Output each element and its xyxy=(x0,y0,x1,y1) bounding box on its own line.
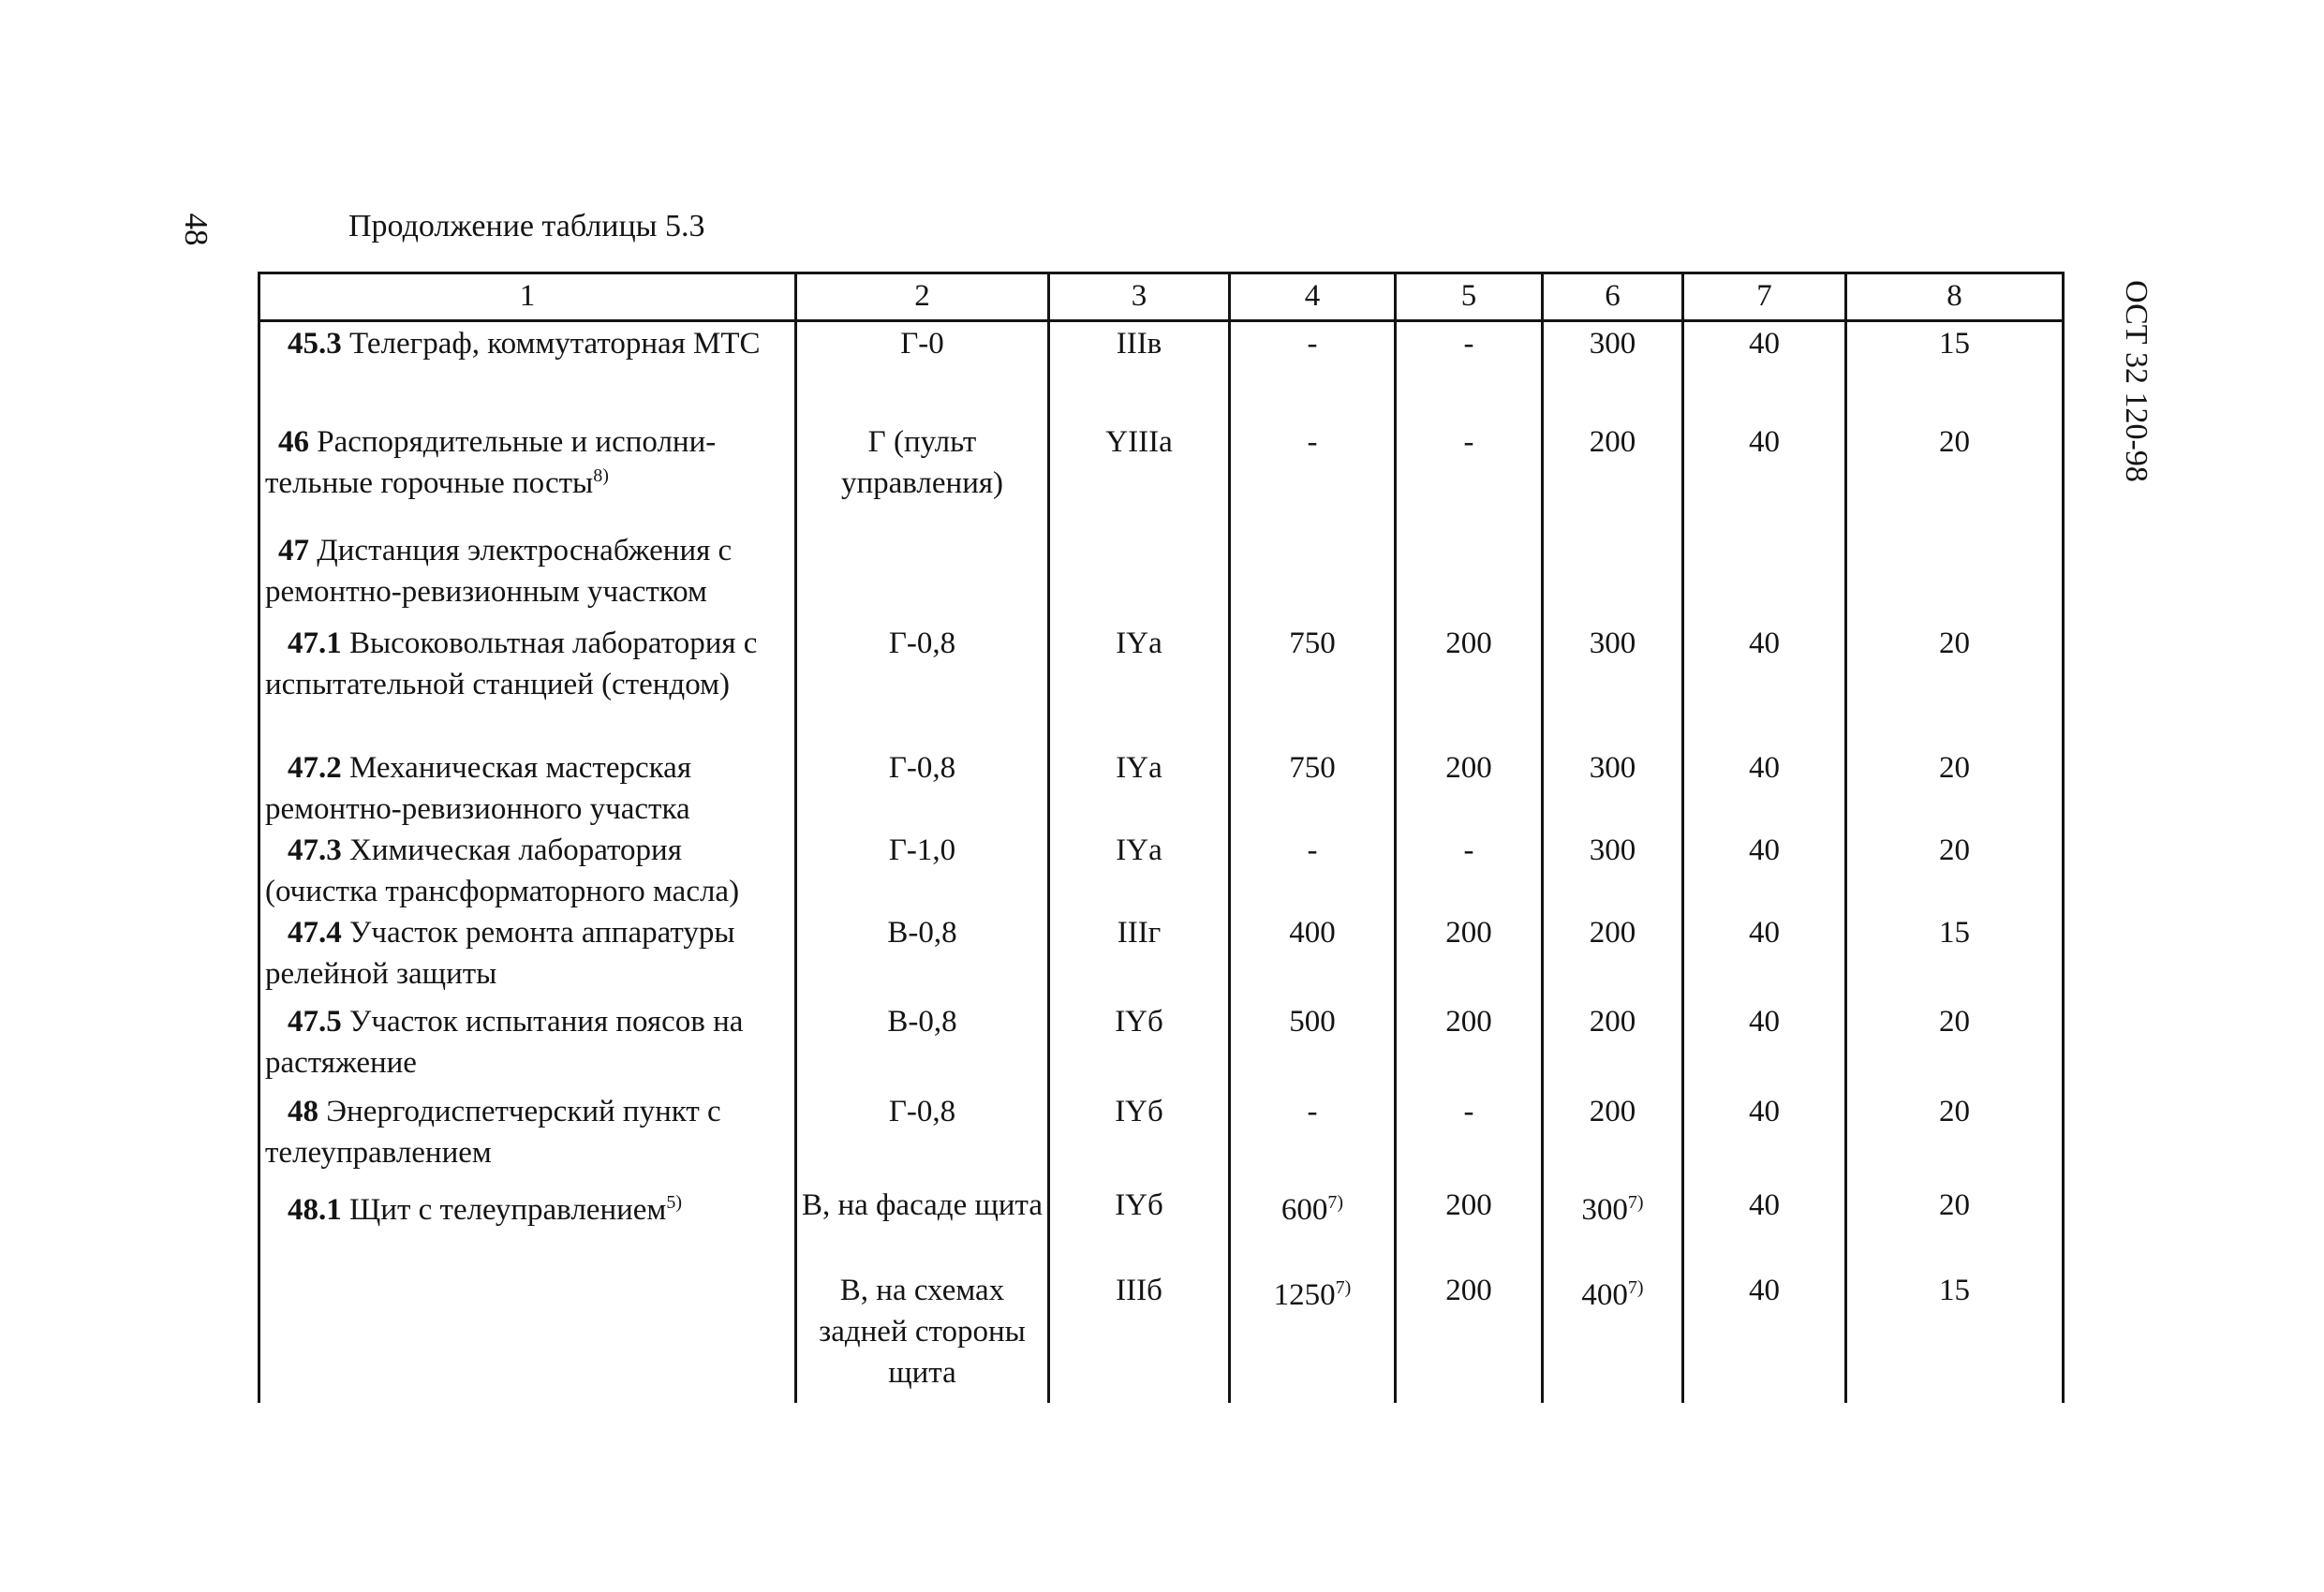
row-label xyxy=(265,1189,790,1231)
cell-col-2: Г-0,8 xyxy=(888,1095,956,1128)
row-number: 45.3 xyxy=(288,327,342,361)
row-number: 47.4 xyxy=(288,916,342,950)
cell-col-2: Г-0,8 xyxy=(888,751,956,785)
cell-col-2: Г-1,0 xyxy=(888,833,956,867)
cell-col-2-line1: В, на схемах xyxy=(839,1274,1005,1307)
cell-col-3: IIIг xyxy=(1117,916,1162,950)
cell-col-8: 20 xyxy=(1939,626,1970,660)
column-line-8 xyxy=(2062,272,2065,1403)
row-text: Дистанция электроснабжения с xyxy=(317,534,733,568)
row-text-continued: релейной защиты xyxy=(265,957,497,991)
cell-col-4 xyxy=(1231,1275,1394,1316)
row-text-continued: (очистка трансформаторного масла) xyxy=(265,875,740,908)
cell-col-4: - xyxy=(1307,327,1318,361)
cell-col-6: 300 xyxy=(1589,327,1636,361)
cell-col-5: - xyxy=(1463,327,1474,361)
cell-col-7: 40 xyxy=(1749,751,1780,785)
cell-col-8: 20 xyxy=(1939,1095,1970,1128)
page-number: 48 xyxy=(178,213,215,246)
cell-col-3: YIIIа xyxy=(1105,425,1173,459)
cell-col-6: 200 xyxy=(1589,916,1636,950)
header-col-6: 6 xyxy=(1605,279,1621,313)
footnote-marker: 7) xyxy=(1335,1277,1352,1298)
cell-col-5: 200 xyxy=(1445,1274,1492,1307)
row-text: Химическая лаборатория xyxy=(349,833,682,867)
cell-col-8: 20 xyxy=(1939,1188,1970,1222)
cell-col-5: - xyxy=(1463,425,1474,459)
header-col-3: 3 xyxy=(1131,279,1147,313)
row-number: 48.1 xyxy=(288,1193,342,1227)
cell-col-3: IYб xyxy=(1115,1005,1163,1039)
cell-col-6: 200 xyxy=(1589,1095,1636,1128)
cell-col-5: 200 xyxy=(1445,1005,1492,1039)
row-text: Механическая мастерская xyxy=(349,751,691,785)
cell-col-4: - xyxy=(1307,425,1318,459)
cell-col-2: В-0,8 xyxy=(887,916,957,950)
cell-col-3: IYа xyxy=(1116,833,1162,867)
row-number: 47 xyxy=(278,534,309,568)
header-col-5: 5 xyxy=(1460,279,1477,313)
row-number: 46 xyxy=(278,425,309,459)
cell-col-3: IIIв xyxy=(1116,327,1162,361)
cell-col-8: 15 xyxy=(1939,916,1970,950)
table-top-border xyxy=(258,272,2065,274)
cell-col-2-line1: Г (пульт xyxy=(867,425,977,459)
cell-col-4: 400 xyxy=(1289,916,1336,950)
cell-col-2-line2: управления) xyxy=(840,466,1004,500)
cell-col-8: 20 xyxy=(1939,751,1970,785)
cell-col-7: 40 xyxy=(1749,425,1780,459)
cell-col-8: 15 xyxy=(1939,327,1970,361)
cell-value: 400 xyxy=(1581,1278,1628,1312)
cell-col-4: - xyxy=(1307,833,1318,867)
row-label xyxy=(265,623,790,705)
cell-col-6: 300 xyxy=(1589,626,1636,660)
header-col-2: 2 xyxy=(914,279,930,313)
row-text: Участок ремонта аппаратуры xyxy=(349,916,735,950)
cell-col-4: 500 xyxy=(1289,1005,1336,1039)
cell-col-5: 200 xyxy=(1445,626,1492,660)
row-text-continued: тельные горочные посты xyxy=(265,466,594,500)
row-label xyxy=(265,830,790,912)
row-label xyxy=(265,747,790,830)
header-col-8: 8 xyxy=(1947,279,1962,313)
cell-value: 1250 xyxy=(1273,1278,1336,1312)
cell-col-3: IYа xyxy=(1116,626,1162,660)
cell-col-2-line3: щита xyxy=(888,1356,956,1390)
cell-value: 300 xyxy=(1581,1193,1628,1227)
cell-col-2: В-0,8 xyxy=(887,1005,957,1039)
cell-col-5: - xyxy=(1463,1095,1474,1128)
document-code: ОСТ 32 120-98 xyxy=(2119,280,2154,482)
row-label xyxy=(265,1001,790,1083)
cell-col-7: 40 xyxy=(1749,916,1780,950)
cell-col-2 xyxy=(797,1270,1047,1393)
cell-col-8: 20 xyxy=(1939,425,1970,459)
row-text: Высоковольтная лаборатория с xyxy=(349,626,758,660)
row-text-continued: испытательной станцией (стендом) xyxy=(265,668,730,701)
footnote-marker: 8) xyxy=(593,465,609,486)
row-number: 47.2 xyxy=(288,751,342,785)
cell-col-8: 20 xyxy=(1939,833,1970,867)
cell-col-7: 40 xyxy=(1749,327,1780,361)
row-label xyxy=(265,1091,790,1173)
cell-col-2: Г-0,8 xyxy=(888,626,956,660)
row-number: 47.3 xyxy=(288,833,342,867)
cell-col-8: 20 xyxy=(1939,1005,1970,1039)
row-label xyxy=(265,530,790,612)
footnote-marker: 7) xyxy=(1627,1192,1644,1213)
cell-col-6 xyxy=(1544,1275,1681,1316)
cell-col-2: Г-0 xyxy=(900,327,944,361)
row-text-continued: ремонтно-ревизионным участком xyxy=(265,575,707,609)
row-text: Щит с телеуправлением xyxy=(349,1193,667,1227)
cell-col-6: 300 xyxy=(1589,833,1636,867)
cell-col-4: 750 xyxy=(1289,626,1336,660)
cell-col-3: IYб xyxy=(1115,1095,1163,1128)
cell-col-3: IIIб xyxy=(1116,1274,1162,1307)
cell-col-7: 40 xyxy=(1749,1274,1780,1307)
row-number: 47.5 xyxy=(288,1005,342,1039)
cell-col-6: 300 xyxy=(1589,751,1636,785)
cell-col-7: 40 xyxy=(1749,1188,1780,1222)
cell-col-7: 40 xyxy=(1749,1095,1780,1128)
row-label xyxy=(265,421,790,504)
column-line-0 xyxy=(258,272,260,1403)
row-text: Телеграф, коммутаторная МТС xyxy=(349,327,761,361)
cell-col-7: 40 xyxy=(1749,626,1780,660)
row-text-continued: телеуправлением xyxy=(265,1136,492,1170)
header-col-4: 4 xyxy=(1304,279,1321,313)
cell-col-2 xyxy=(797,421,1047,504)
row-text: Энергодиспетчерский пункт с xyxy=(326,1095,721,1128)
cell-col-4: - xyxy=(1307,1095,1318,1128)
row-number: 48 xyxy=(288,1095,318,1128)
cell-col-4: 750 xyxy=(1289,751,1336,785)
row-label xyxy=(265,912,790,995)
cell-col-6: 200 xyxy=(1589,425,1636,459)
cell-col-5: 200 xyxy=(1445,916,1492,950)
cell-col-5: 200 xyxy=(1445,751,1492,785)
row-text-continued: ремонтно-ревизионного участка xyxy=(265,792,690,826)
footnote-marker: 5) xyxy=(666,1192,682,1213)
cell-col-5: 200 xyxy=(1445,1188,1492,1222)
cell-col-6 xyxy=(1544,1189,1681,1231)
header-col-7: 7 xyxy=(1756,279,1772,313)
header-bottom-border xyxy=(258,319,2065,322)
table-caption: Продолжение таблицы 5.3 xyxy=(348,209,705,243)
cell-col-2-line2: задней стороны xyxy=(819,1315,1026,1349)
cell-col-7: 40 xyxy=(1749,1005,1780,1039)
cell-col-3: IYб xyxy=(1115,1188,1163,1222)
row-label xyxy=(265,323,790,364)
cell-col-2: В, на фасаде щита xyxy=(801,1188,1044,1222)
cell-col-7: 40 xyxy=(1749,833,1780,867)
row-text-continued: растяжение xyxy=(265,1046,417,1080)
cell-value: 600 xyxy=(1280,1193,1328,1227)
cell-col-4 xyxy=(1231,1189,1394,1231)
header-col-1: 1 xyxy=(519,279,536,313)
footnote-marker: 7) xyxy=(1327,1192,1344,1213)
footnote-marker: 7) xyxy=(1627,1277,1644,1298)
row-number: 47.1 xyxy=(288,626,342,660)
cell-col-5: - xyxy=(1463,833,1474,867)
cell-col-8: 15 xyxy=(1939,1274,1970,1307)
cell-col-6: 200 xyxy=(1589,1005,1636,1039)
cell-col-3: IYа xyxy=(1116,751,1162,785)
row-text: Участок испытания поясов на xyxy=(349,1005,744,1039)
row-text: Распорядительные и исполни- xyxy=(317,425,717,459)
